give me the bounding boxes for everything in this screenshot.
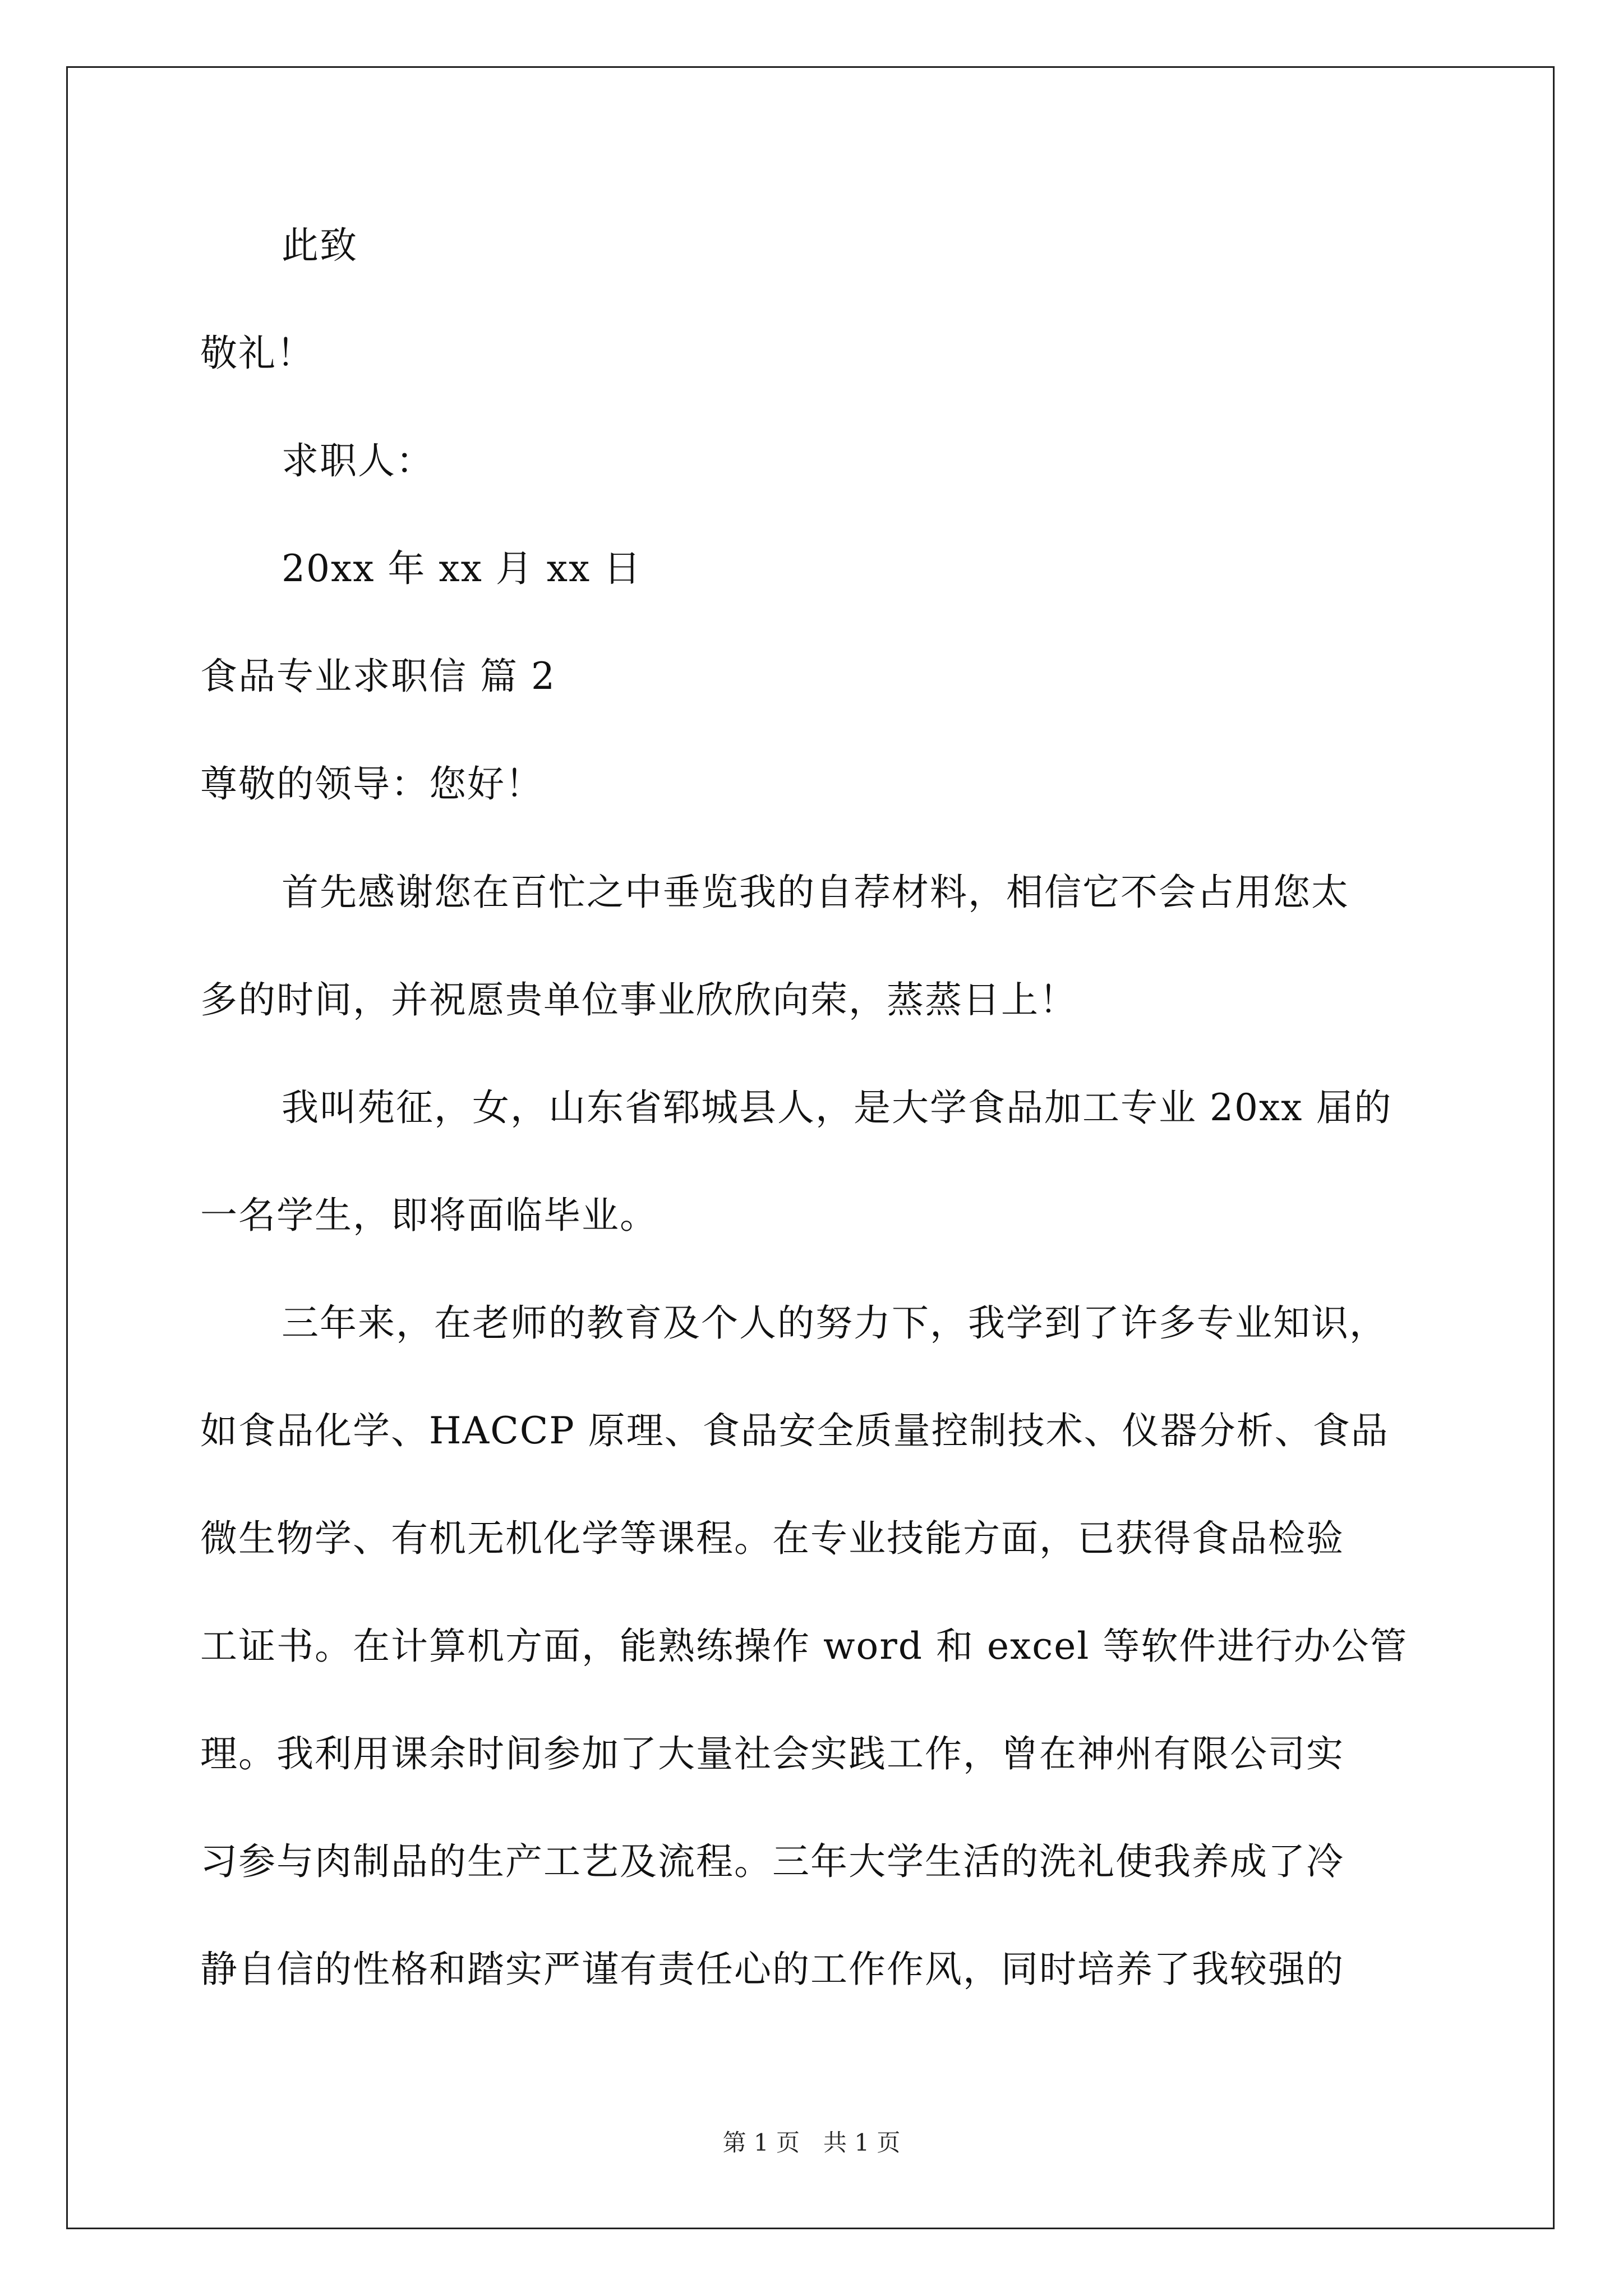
applicant-label: 求职人： — [282, 439, 434, 482]
body-line: 理。我利用课余时间参加了大量社会实践工作，曾在神州有限公司实 — [200, 1732, 1344, 1775]
body-line: 我叫苑征，女，山东省郓城县人，是大学食品加工专业 20xx 届的 — [282, 1086, 1393, 1129]
body-line: 习参与肉制品的生产工艺及流程。三年大学生活的洗礼使我养成了冷 — [200, 1840, 1344, 1883]
body-line: 如食品化学、HACCP 原理、食品安全质量控制技术、仪器分析、食品 — [200, 1409, 1389, 1452]
closing-salutation: 此致 — [282, 224, 358, 267]
body-line: 静自信的性格和踏实严谨有责任心的工作作风，同时培养了我较强的 — [200, 1948, 1344, 1991]
body-line: 首先感谢您在百忙之中垂览我的自荐材料，相信它不会占用您太 — [282, 871, 1349, 914]
page-number: 第 1 页 — [722, 2129, 800, 2156]
closing-regards: 敬礼！ — [200, 332, 315, 375]
body-line: 工证书。在计算机方面，能熟练操作 word 和 excel 等软件进行办公管 — [200, 1625, 1408, 1668]
body-line: 微生物学、有机无机化学等课程。在专业技能方面，已获得食品检验 — [200, 1517, 1344, 1560]
page-total: 共 1 页 — [823, 2129, 901, 2156]
letter-date: 20xx 年 xx 月 xx 日 — [282, 547, 642, 590]
page-footer — [0, 2129, 1623, 2157]
greeting: 尊敬的领导：您好！ — [200, 762, 543, 806]
body-line: 一名学生，即将面临毕业。 — [200, 1194, 658, 1237]
page-border — [66, 66, 1555, 2229]
section-title: 食品专业求职信 篇 2 — [200, 655, 556, 698]
body-line: 三年来，在老师的教育及个人的努力下，我学到了许多专业知识， — [282, 1301, 1387, 1345]
body-line: 多的时间，并祝愿贵单位事业欣欣向荣，蒸蒸日上！ — [200, 978, 1077, 1022]
